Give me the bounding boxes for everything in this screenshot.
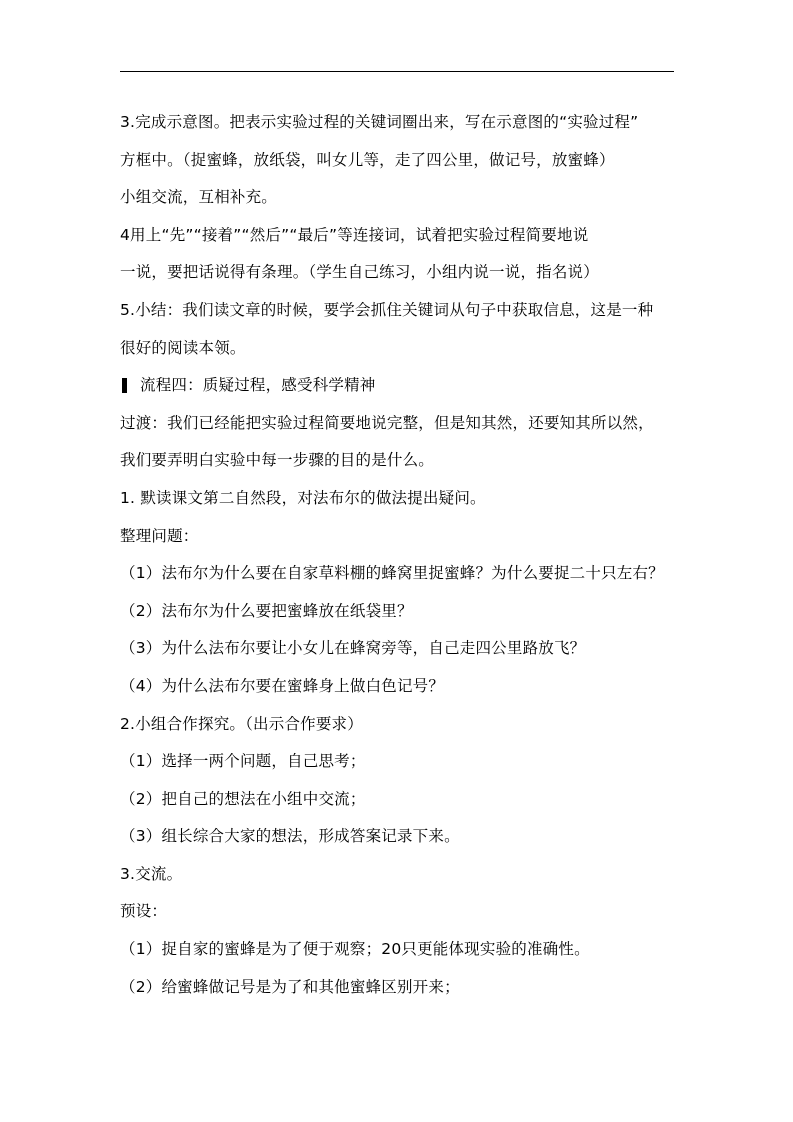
paragraph-line: 一说，要把话说得有条理。（学生自己练习，小组内说一说，指名说） (120, 263, 599, 282)
section-heading (120, 367, 680, 405)
paragraph-line: 小组交流，互相补充。 (120, 188, 278, 207)
question-item: （3）为什么法布尔要让小女儿在蜂窝旁等，自己走四公里路放飞？ (120, 639, 586, 658)
requirement-item: （3）组长综合大家的想法，形成答案记录下来。 (120, 827, 460, 846)
paragraph-line: 预设： (120, 902, 168, 921)
requirement-item: （2）把自己的想法在小组中交流； (120, 789, 366, 808)
paragraph-line: 4用上“先”“接着”“然后”“最后”等连接词，试着把实验过程简要地说 (120, 225, 589, 244)
paragraph-line: 3.完成示意图。把表示实验过程的关键词圈出来，写在示意图的“实验过程” (120, 113, 639, 131)
paragraph-line: 3.交流。 (120, 864, 183, 883)
paragraph-line: 5.小结：我们读文章的时候，要学会抓住关键词从句子中获取信息，这是一种 (120, 300, 654, 319)
section-heading-text: 流程四：质疑过程，感受科学精神 (140, 376, 376, 395)
question-item: （1）法布尔为什么要在自家草料棚的蜂窝里捉蜜蜂？为什么要捉二十只左右？ (120, 564, 664, 583)
question-item: （2）法布尔为什么要把蜜蜂放在纸袋里？ (120, 601, 413, 620)
paragraph-line: 我们要弄明白实验中每一步骤的目的是什么。 (120, 451, 435, 470)
paragraph-line: 很好的阅读本领。 (120, 338, 246, 357)
document-body (120, 104, 680, 1006)
requirement-item: （1）选择一两个问题，自己思考； (120, 752, 366, 771)
question-item: （4）为什么法布尔要在蜜蜂身上做白色记号？ (120, 676, 445, 695)
paragraph-line: 整理问题： (120, 526, 199, 545)
paragraph-line: 1. 默读课文第二自然段，对法布尔的做法提出疑问。 (120, 488, 486, 507)
heading-bar-icon (122, 378, 127, 393)
paragraph-line: 过渡：我们已经能把实验过程简要地说完整，但是知其然，还要知其所以然， (120, 413, 654, 432)
paragraph-line: 方框中。（捉蜜蜂，放纸袋，叫女儿等，走了四公里，做记号，放蜜蜂） (120, 150, 615, 169)
header-rule (120, 71, 674, 72)
answer-item: （1）捉自家的蜜蜂是为了便于观察；20只更能体现实验的准确性。 (120, 940, 590, 959)
answer-item: （2）给蜜蜂做记号是为了和其他蜜蜂区别开来； (120, 977, 460, 996)
paragraph-line: 2.小组合作探究。（出示合作要求） (120, 714, 363, 733)
